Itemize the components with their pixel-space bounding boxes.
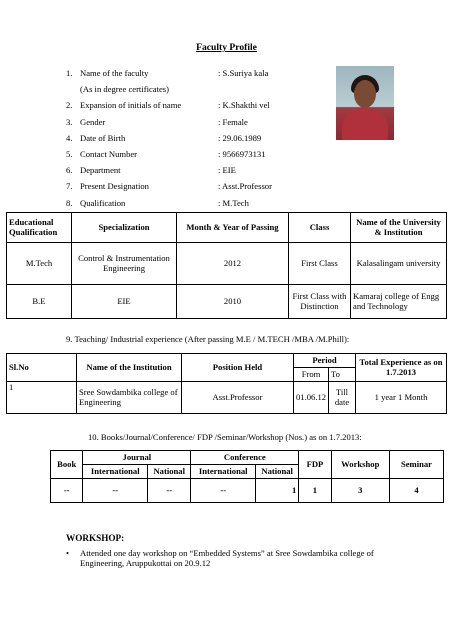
profile-label: Present Designation [80,181,149,192]
books-header-seminar: Seminar [389,451,443,479]
books-cell: 3 [331,479,389,503]
books-cell: -- [191,479,256,503]
books-header-conference: Conference [191,451,299,465]
exp-header-from: From [294,368,329,382]
profile-value: : K.Shakthi vel [218,100,270,111]
qual-cell: Kamaraj college of Engg and Technology [351,285,447,319]
profile-label: Contact Number [80,149,138,159]
photo-face [354,80,376,108]
qualification-table [6,212,447,319]
profile-number: 6. [66,165,73,176]
profile-row [66,134,366,148]
qual-cell: M.Tech [7,243,72,285]
books-table [50,450,444,503]
books-header-journal: Journal [83,451,191,465]
profile-row [66,85,366,99]
profile-label: Department [80,165,121,176]
profile-value: : M.Tech [218,197,249,208]
page-title: Faculty Profile [196,42,257,53]
profile-label: Gender [80,116,106,127]
profile-value: : S.Suriya kala [218,68,269,78]
experience-table [6,353,447,414]
profile-row [66,166,366,180]
exp-cell-position: Asst.Professor [182,382,294,414]
profile-number: 8. [66,197,73,208]
books-heading: 10. Books/Journal/Conference/ FDP /Seminar/Workshop (Nos.) as on 1.7.2013: [88,432,362,442]
workshop-heading: WORKSHOP: [66,533,125,543]
bullet-icon: • [66,548,70,558]
profile-number: 3. [66,116,73,127]
profile-value: : Female [218,116,248,127]
exp-cell-slno: 1 [7,382,77,414]
profile-number: 7. [66,181,73,192]
profile-row [66,182,366,196]
qual-header-class: Class [289,213,351,243]
books-cell: 1 [299,479,331,503]
exp-header-total: Total Experience as on 1.7.2013 [356,354,447,382]
exp-header-to: To [329,368,356,382]
books-cell: -- [51,479,83,503]
books-header-conference-national: National [256,465,299,479]
exp-header-period: Period [294,354,356,368]
qual-cell: First Class with Distinction [289,285,351,319]
qual-header-education: Educational Qualification [7,213,72,243]
profile-row [66,69,366,83]
profile-label: Expansion of initials of name [80,100,182,111]
profile-row [66,150,366,164]
exp-header-position: Position Held [182,354,294,382]
profile-row [66,101,366,115]
books-header-workshop: Workshop [331,451,389,479]
profile-value: : Asst.Professor [218,181,272,192]
qual-header-year: Month & Year of Passing [177,213,289,243]
exp-header-institution: Name of the Institution [77,354,182,382]
faculty-photo [336,66,394,140]
books-header-journal-international: International [83,465,148,479]
qual-cell: 2010 [177,285,289,319]
profile-value: : 9566973131 [218,149,266,159]
exp-cell-to: Till date [329,382,356,414]
books-cell: 4 [389,479,443,503]
profile-number: 4. [66,132,73,143]
books-cell: -- [83,479,148,503]
profile-number: 2. [66,100,73,111]
qual-header-university: Name of the University & Institution [351,213,447,243]
books-cell: -- [148,479,191,503]
qual-cell: Control & Instrumentation Engineering [72,243,177,285]
qual-header-specialization: Specialization [72,213,177,243]
workshop-item-text: Attended one day workshop on “Embedded Systems” at Sree Sowdambika college of Engineering, Aruppukottai on 20.9.12 [80,548,374,568]
exp-cell-from: 01.06.12 [294,382,329,414]
books-cell: 1 [256,479,299,503]
profile-row [66,118,366,132]
qual-cell: 2012 [177,243,289,285]
experience-heading: 9. Teaching/ Industrial experience (After passing M.E / M.TECH /MBA /M.Phill): [66,334,350,344]
profile-label: Date of Birth [80,132,126,143]
books-header-conference-international: International [191,465,256,479]
books-header-fdp: FDP [299,451,331,479]
photo-body [342,110,388,140]
qual-cell: First Class [289,243,351,285]
profile-value: : 29.06.1989 [218,132,262,143]
profile-label: (As in degree certificates) [80,84,169,95]
exp-cell-institution: Sree Sowdambika college of Engineering [77,382,182,414]
books-header-book: Book [51,451,83,479]
exp-header-slno: Sl.No [7,354,77,382]
qual-cell: Kalasalingam university [351,243,447,285]
qual-cell: EIE [72,285,177,319]
profile-number: 5. [66,149,73,159]
books-header-journal-national: National [148,465,191,479]
profile-row [66,199,366,213]
exp-cell-total: 1 year 1 Month [356,382,447,414]
profile-value: : EIE [218,165,236,176]
profile-number: 1. [66,68,73,78]
qual-cell: B.E [7,285,72,319]
profile-label: Qualification [80,197,126,208]
profile-label: Name of the faculty [80,68,149,78]
